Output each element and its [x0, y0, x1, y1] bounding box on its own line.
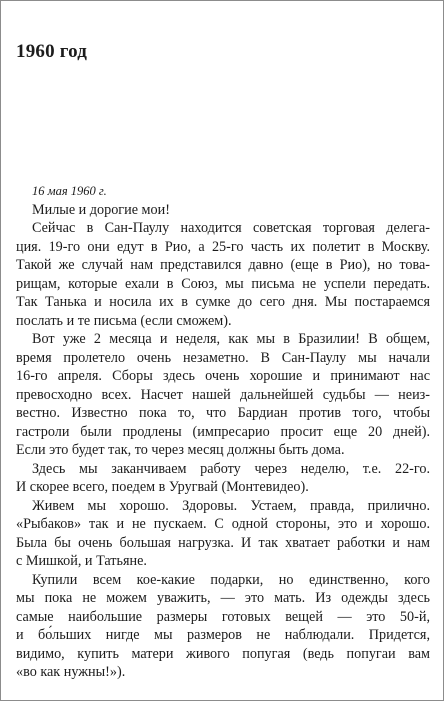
text-line: мы пока не можем уважить, — это мать. Из одежды здесь [16, 590, 430, 606]
text-line: Милые и дорогие мои! [32, 201, 170, 218]
text-line: послать и те письма (если сможем). [16, 312, 232, 329]
letter-body [16, 182, 430, 682]
text-line: «во как нужны!»). [16, 664, 126, 680]
text-line: Купили всем кое-какие подарки, но единственно, кого [32, 571, 430, 588]
text-line: Была бы очень большая нагрузка. И так хватает работки и нам [16, 534, 430, 551]
text-line: И скорее всего, поедем в Уругвай (Монтевидео). [16, 479, 309, 495]
text-line: и бо́льших нигде мы размеров не наблюдали. Придется, [16, 627, 430, 643]
chapter-heading: 1960 год [16, 41, 88, 62]
text-line: 16-го апреля. Сборы здесь очень хорошие и принимают нас [16, 368, 430, 384]
text-line: с Мишкой, и Татьяне. [16, 553, 147, 569]
text-line: «Рыбаков» так и не пускаем. С одной стороны, это и хорошо. [16, 516, 430, 532]
text-line: Вот уже 2 месяца и неделя, как мы в Бразилии! В общем, [32, 331, 430, 347]
text-line: гастроли были продлены (импресарио просит еще 20 дней). [16, 423, 430, 440]
text-line: Здесь мы заканчиваем работу через неделю, т.е. 22-го. [32, 460, 430, 477]
text-line: Живем мы хорошо. Здоровы. Устаем, правда, прилично. [32, 497, 430, 514]
text-line: Если это будет так, то через месяц должны быть дома. [16, 442, 345, 458]
text-line: Сейчас в Сан-Паулу находится советская торговая делега- [32, 220, 430, 236]
letter-date: 16 мая 1960 г. [32, 184, 107, 198]
text-line: самые наибольшие размеры готовых вещей — это 50-й, [16, 608, 430, 625]
text-line: время пролетело очень незаметно. В Сан-Паулу мы начали [16, 349, 430, 366]
text-line: Такой же случай нам представился давно (еще в Рио), но това- [16, 257, 430, 273]
text-line: рищам, которые ехали в Союз, мы письма не успели передать. [16, 275, 430, 292]
text-line: вестно. Известно пока то, что Бардиан против того, чтобы [16, 405, 430, 421]
text-line: ция. 19-го они едут в Рио, а 25-го часть их полетит в Москву. [16, 238, 430, 255]
text-line: превосходно всех. Насчет нашей дальнейшей судьбы — неиз- [16, 386, 430, 403]
text-line: видимо, купить матери живого попугая (ведь попугаи вам [16, 645, 430, 662]
text-line: Так Танька и носила их в сумке до сего дня. Мы постараемся [16, 294, 430, 310]
